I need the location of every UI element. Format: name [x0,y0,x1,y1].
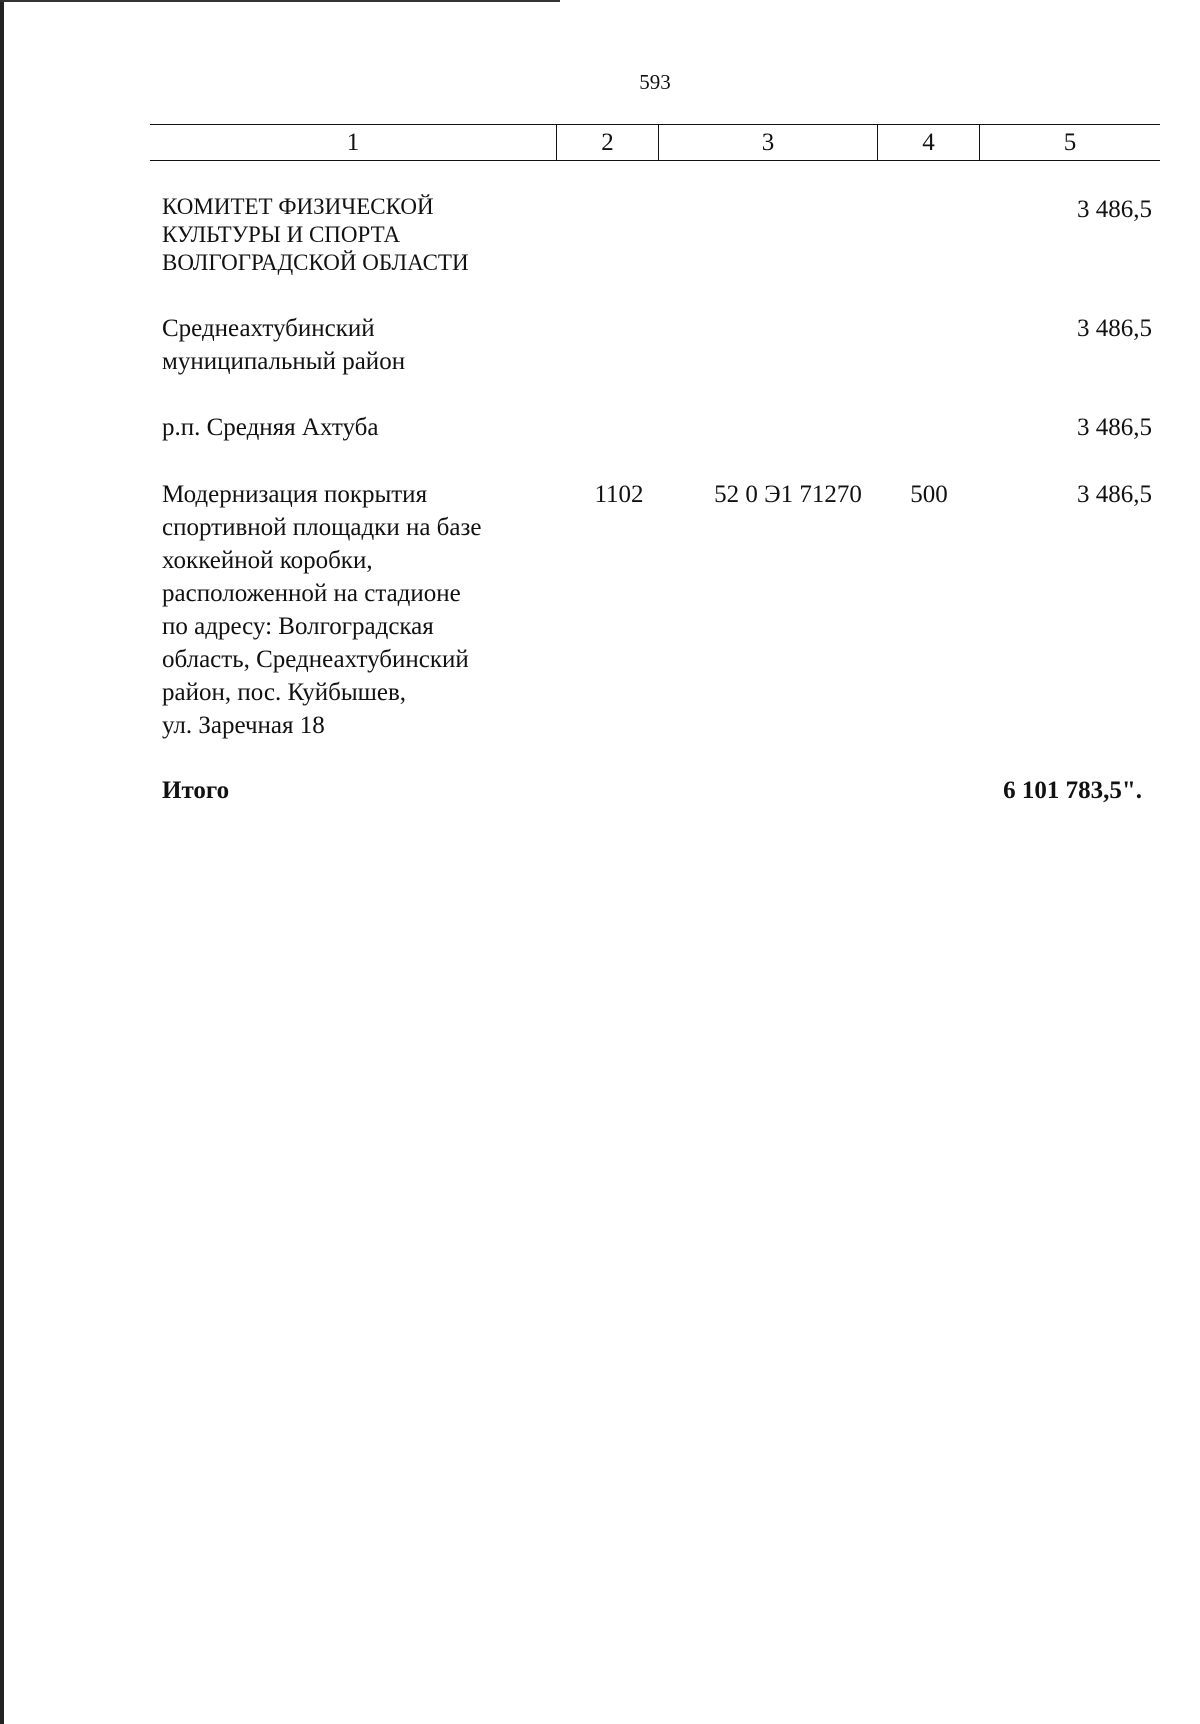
row-type-code: 500 [910,481,948,508]
total-amount: 6 101 783,5". [1003,777,1142,804]
row-name-line: расположенной на стадионе [162,580,461,607]
row-name-line: Среднеахтубинский [162,315,375,342]
row-name [162,193,542,277]
row-name-line: хоккейной коробки, [162,547,373,574]
row-name [162,312,542,378]
page-number: 593 [639,70,671,94]
row-name-line: КОМИТЕТ ФИЗИЧЕСКОЙ [162,194,434,219]
row-amount: 3 486,5 [1077,414,1152,441]
row-name-line: КУЛЬТУРЫ И СПОРТА [162,222,401,247]
table-header [150,124,1160,161]
header-col-3: 3 [659,125,878,160]
row-name-line: спортивной площадки на базе [162,514,482,541]
total-label: Итого [162,777,230,804]
row-name-line: область, Среднеахтубинский [162,646,469,673]
row-name-line: ул. Заречная 18 [162,712,325,739]
row-name [162,478,542,742]
scan-top-edge [0,0,560,2]
row-name-line: р.п. Средняя Ахтуба [162,414,379,441]
header-col-4: 4 [878,125,980,160]
row-section-code: 1102 [594,481,644,508]
row-name-line: ВОЛГОГРАДСКОЙ ОБЛАСТИ [162,250,469,275]
row-amount: 3 486,5 [1077,481,1152,508]
header-col-5: 5 [1063,128,1077,156]
row-amount: 3 486,5 [1077,196,1152,223]
row-name-line: по адресу: Волгоградская [162,613,434,640]
header-col-2: 2 [557,125,659,160]
row-name-line: район, пос. Куйбышев, [162,679,407,706]
row-amount: 3 486,5 [1077,315,1152,342]
header-col-1: 1 [150,125,557,160]
row-target-code: 52 0 Э1 71270 [714,481,862,508]
row-name [162,411,542,444]
scan-left-edge [0,0,4,1724]
row-name-line: Модернизация покрытия [162,481,428,508]
row-name-line: муниципальный район [162,348,406,375]
